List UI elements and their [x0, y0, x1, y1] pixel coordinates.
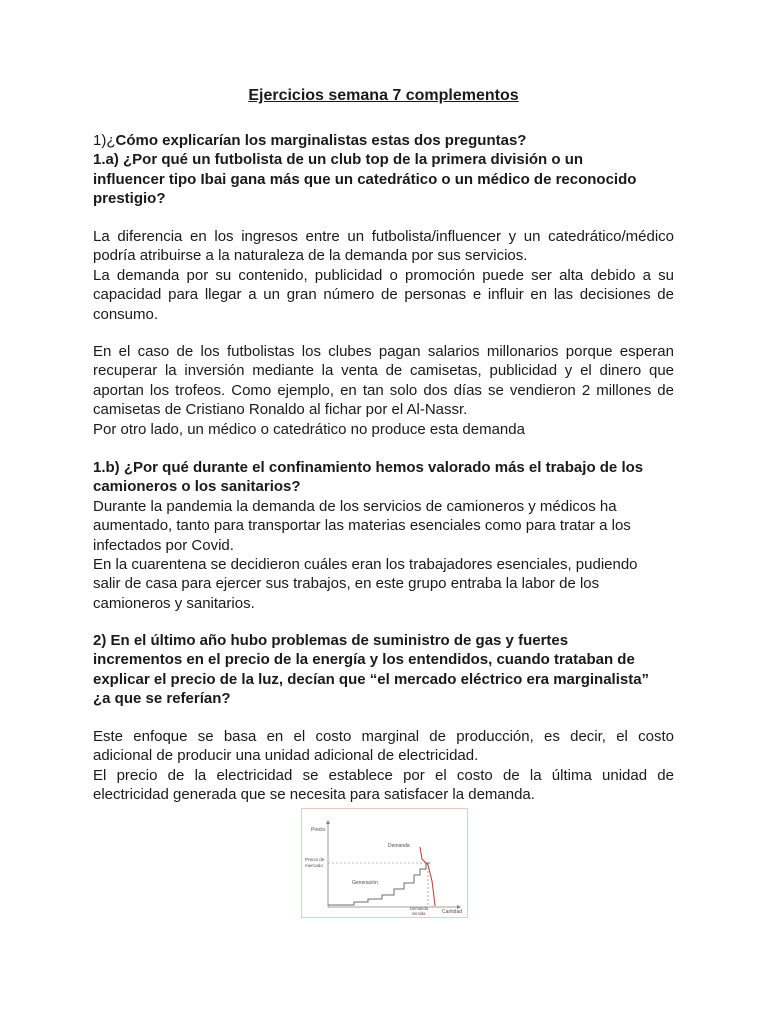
answer-line: aumentado, tanto para transportar las materias esenciales como para tratar a los	[93, 517, 631, 535]
answer-line: aportan los trofeos. Como ejemplo, en tan solo dos días se vendieron 2 millones de	[93, 381, 674, 399]
served-demand-label: servida	[412, 911, 426, 916]
question-1-heading	[93, 131, 674, 150]
answer-line: consumo.	[93, 305, 159, 323]
answer-line: La diferencia en los ingresos entre un futbolista/influencer y un catedrático/médico	[93, 228, 674, 245]
answer-1a-paragraph-2	[93, 342, 674, 439]
merit-order-figure	[301, 808, 468, 918]
question-1a-line: 1.a) ¿Por qué un futbolista de un club top de la primera división o un	[93, 151, 584, 169]
page-title: Ejercicios semana 7 complementos	[248, 87, 519, 104]
question-2-line: ¿a que se referían?	[93, 690, 231, 708]
demand-label: Demanda	[388, 843, 410, 849]
answer-line: podría atribuirse a la naturaleza de la demanda por sus servicios.	[93, 247, 528, 265]
question-1a-line: influencer tipo Ibai gana más que un catedrático o un médico de reconocido	[93, 170, 637, 188]
question-1a-line: prestigio?	[93, 190, 166, 208]
question-1-block	[93, 131, 674, 209]
answer-line: En la cuarentena se decidieron cuáles eran los trabajadores esenciales, pudiendo	[93, 556, 638, 574]
answer-2-block	[93, 727, 674, 805]
answer-line: En el caso de los futbolistas los clubes pagan salarios millonarios porque esperan	[93, 343, 674, 360]
question-1b-block	[93, 458, 674, 613]
answer-line: Este enfoque se basa en el costo marginal de producción, es decir, el costo	[93, 728, 674, 745]
answer-line: capacidad para llegar a un gran número de personas e influir en las decisiones de	[93, 286, 674, 304]
question-2-line: incrementos en el precio de la energía y los entendidos, cuando trataban de	[93, 651, 635, 669]
question-2-line: 2) En el último año hubo problemas de suministro de gas y fuertes	[93, 632, 569, 649]
answer-line: infectados por Covid.	[93, 536, 234, 554]
answer-line: recuperar la inversión mediante la venta de camisetas, publicidad y el dinero que	[93, 362, 674, 380]
answer-line: salir de casa para ejercer sus trabajos, en este grupo entraba la labor de los	[93, 575, 600, 593]
y-axis-label: Precio	[311, 827, 326, 833]
served-demand-label: Demanda	[410, 906, 429, 911]
merit-order-diagram	[302, 809, 467, 917]
answer-line: La demanda por su contenido, publicidad o promoción puede ser alta debido a su	[93, 266, 674, 284]
answer-line: adicional de producir una unidad adicional de electricidad.	[93, 747, 479, 765]
answer-line: camisetas de Cristiano Ronaldo al fichar por el Al-Nassr.	[93, 401, 468, 419]
x-axis-label: Cantidad	[442, 909, 463, 915]
generation-curve	[328, 863, 430, 905]
question-1b-line: camioneros o los sanitarios?	[93, 478, 301, 496]
question-1-prefix: 1)¿	[93, 132, 116, 149]
question-2-block	[93, 631, 674, 709]
market-price-label: mercado	[305, 863, 323, 868]
question-2-line: explicar el precio de la luz, decían que “el mercado eléctrico era marginalista”	[93, 670, 650, 688]
generation-label: Generación	[352, 880, 378, 886]
y-axis-arrow-icon	[326, 820, 330, 824]
answer-line: camioneros y sanitarios.	[93, 594, 255, 612]
answer-line: Por otro lado, un médico o catedrático no produce esta demanda	[93, 420, 525, 438]
answer-line: electricidad generada que se necesita para satisfacer la demanda.	[93, 786, 535, 804]
question-1b-line: 1.b) ¿Por qué durante el confinamiento hemos valorado más el trabajo de los	[93, 459, 644, 476]
market-price-label: Precio de	[305, 857, 325, 862]
answer-line: El precio de la electricidad se establece por el costo de la última unidad de	[93, 766, 674, 784]
answer-1a-paragraph-1	[93, 227, 674, 324]
answer-line: Durante la pandemia la demanda de los servicios de camioneros y médicos ha	[93, 497, 617, 515]
demand-curve	[420, 847, 435, 906]
question-1-text: Cómo explicarían los marginalistas estas dos preguntas?	[115, 132, 527, 149]
